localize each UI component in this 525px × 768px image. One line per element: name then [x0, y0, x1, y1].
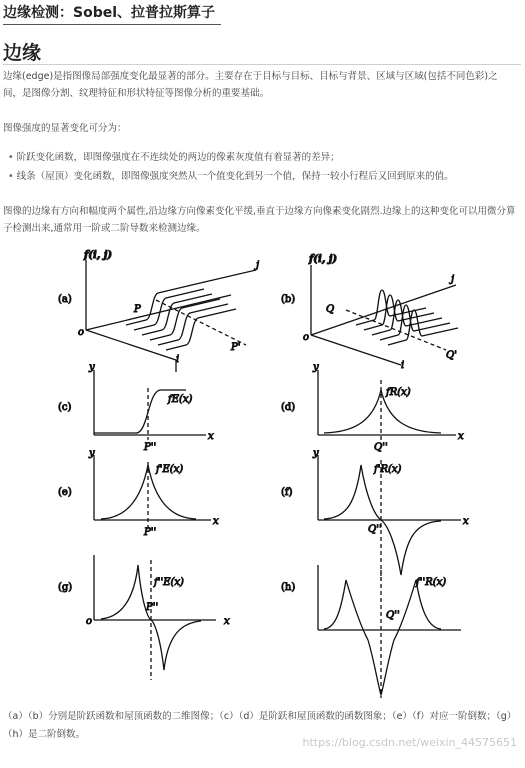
panel-h-fr2-label: f''R(x): [416, 577, 447, 588]
panel-e-first-derivative-curve: [94, 455, 211, 530]
panel-f-fr1-label: f'R(x): [374, 464, 402, 475]
panel-e-label: (e): [58, 487, 72, 498]
panel-a-p-label: P: [134, 304, 141, 315]
panel-a-fij-label: f(i, j): [84, 250, 113, 261]
panel-b-roof-surface: [311, 265, 458, 365]
figure-caption: （a）（b）分别是阶跃函数和屋顶函数的二维图像；（c）（d）是阶跃和屋顶函数的函数图象；（e）（f）对应一阶倒数；（g）（h）是二阶倒数。: [3, 711, 517, 740]
panel-f-label: (f): [281, 487, 293, 498]
panel-c-step-curve: [94, 370, 206, 440]
panel-b-qp-label: Q': [446, 350, 457, 361]
panel-b-label: (b): [281, 294, 296, 305]
panel-c-ppp-label: P'': [144, 442, 157, 453]
panel-g-fe2-label: f''E(x): [154, 577, 184, 588]
panel-g-ppp-label: P'': [146, 602, 159, 613]
panel-d-x-label: x: [458, 431, 464, 442]
panel-c-label: (c): [58, 402, 72, 413]
list-item: • 阶跃变化函数，即图像强度在不连续处的两边的像素灰度值有着显著的差异；: [8, 148, 454, 167]
panel-a-step-surface: [86, 260, 256, 372]
edge-property-paragraph: 图像的边缘有方向和幅度两个属性,沿边缘方向像素变化平缓,垂直于边缘方向像素变化剧烈.边缘上的这种变化可以用微分算子检测出来,通常用一阶或二阶导数来检测边缘。: [3, 206, 516, 234]
list-item: • 线条（屋顶）变化函数，即图像强度突然从一个值变化到另一个值，保持一较小行程后又回到原来的值。: [8, 167, 454, 186]
panel-b-q-label: Q: [326, 304, 335, 315]
page-title: 边缘检测：Sobel、拉普拉斯算子: [3, 2, 221, 25]
edge-profile-figure: [56, 240, 476, 700]
panel-c-x-label: x: [208, 431, 214, 442]
panel-b-i-label: i: [401, 360, 405, 371]
panel-a-o-label: o: [78, 327, 85, 338]
panel-a-pp-label: P': [231, 342, 241, 353]
section-heading: 边缘: [3, 42, 42, 64]
panel-b-j-label: j: [451, 274, 455, 285]
change-type-list: [8, 148, 454, 186]
panel-b-o-label: o: [303, 332, 310, 343]
panel-d-qpp-label: Q'': [374, 442, 388, 453]
panel-d-y-label: y: [313, 362, 319, 373]
panel-f-x-label: x: [463, 516, 469, 527]
heading-divider: [3, 64, 521, 65]
panel-g-label: (g): [58, 582, 73, 593]
panel-f-qpp-label: Q'': [368, 524, 382, 535]
panel-c-y-label: y: [89, 362, 95, 373]
panel-e-ppp-label: P'': [144, 527, 157, 538]
panel-e-fe1-label: f'E(x): [156, 464, 184, 475]
intro-paragraph: 边缘(edge)是指图像局部强度变化最显著的部分。主要存在于目标与目标、目标与背景、区域与区域(包括不同色彩)之间，是图像分割、纹理特征和形状特征等图像分析的重要基础。: [3, 71, 498, 99]
panel-a-i-label: i: [176, 354, 180, 365]
panel-e-y-label: y: [89, 448, 95, 459]
panel-d-roof-curve: [318, 370, 456, 440]
panel-h-label: (h): [281, 582, 296, 593]
panel-a-j-label: j: [256, 260, 260, 271]
panel-f-y-label: y: [313, 448, 319, 459]
watermark: https://blog.csdn.net/weixin_44575651: [302, 736, 517, 749]
panel-c-fe-label: fE(x): [168, 394, 193, 405]
panel-e-x-label: x: [213, 516, 219, 527]
panel-g-x-label: x: [224, 616, 230, 627]
panel-g-o-label: o: [86, 616, 93, 627]
panel-d-label: (d): [281, 402, 296, 413]
intensity-change-paragraph: 图像强度的显著变化可分为：: [3, 123, 127, 134]
panel-d-fr-label: fR(x): [386, 387, 411, 398]
panel-h-qpp-label: Q'': [386, 610, 400, 621]
panel-a-label: (a): [58, 294, 72, 305]
panel-g-second-derivative-curve: [94, 555, 216, 680]
panel-b-fij-label: f(i, j): [309, 254, 338, 265]
